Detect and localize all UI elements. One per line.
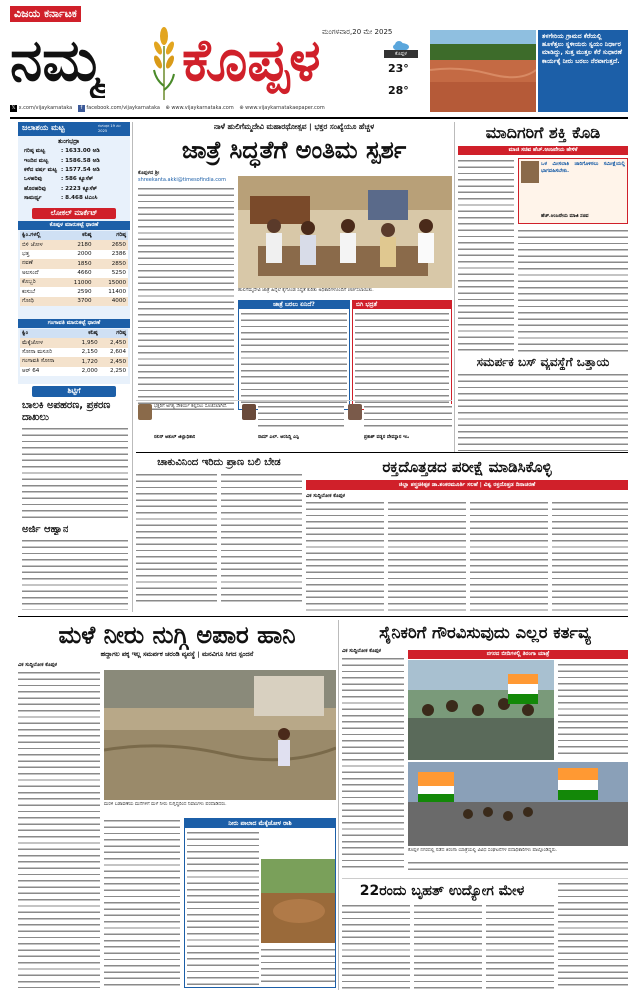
market-table [20, 231, 128, 306]
water-row [22, 147, 102, 156]
market-item: ಆರ್ 64 [22, 367, 40, 374]
facebook-icon: f [78, 105, 85, 112]
right-top-col1 [458, 158, 514, 352]
person-avatar [138, 404, 152, 420]
water-value: : 1633.00 ಅಡಿ [60, 148, 100, 155]
rain-story-photo-caption: ಮರಳಿ ಬಡಾವಣೆಯ ಮನೆಗಳಿಗೆ ಮಳೆ ನೀರು ನುಗ್ಗಿದ್ದರಿಂದ ನಿವಾಸಿಗಳು ಪರದಾಡಿದರು. [104, 802, 227, 807]
market-subtitle-text: ಕೊಪ್ಪಳ ಮಾರುಕಟ್ಟೆ ಧಾರಣೆ [49, 222, 99, 228]
column-rule-2 [454, 122, 455, 452]
quote-1 [138, 404, 238, 444]
social-fb-link[interactable]: facebook.com/vijaykarnataka [86, 105, 160, 111]
market-max: 2,450 [109, 358, 126, 365]
rain-box-body-2 [261, 947, 335, 985]
market-subtitle [18, 221, 130, 230]
market-max: 11400 [108, 289, 126, 296]
top-story-headline: ಜಾತ್ರೆ ಸಿದ್ಧತೆಗೆ ಅಂತಿಮ ಸ್ಪರ್ಶ [181, 136, 407, 164]
promo-text: ತಳಗೇರಿಯ ಗ್ರಾಮದ ಕೆರೆಯಲ್ಲಿ ಹೂಳೆತ್ತಲು ಸ್ಥಳೀಯರು ಸ್ವಯಂ ನಿರ್ಧಾರ ಮಾಡಿದ್ದು, ಸುತ್ತ ಮುತ್ತಲ ಕೆರೆ ಸುಧಾರಣೆ ಕಾರ್ಯಕ್ಕೆ ನೀರು ಬರಲು ನೆರವಾಗುತ್ತದೆ. [542, 33, 622, 65]
rain-story-byline: ವಿಕ ಸುದ್ದಿಲೋಕ ಕೊಪ್ಪಳ [18, 662, 58, 668]
market-item: ಕುಸುಬೆ [22, 288, 36, 295]
lower-rule [18, 616, 628, 617]
left-story2-body [22, 538, 128, 610]
mid-rule [136, 452, 628, 453]
army-story-col1 [342, 656, 404, 870]
market-col-min: ಕನಿಷ್ಠ [82, 232, 92, 239]
right-top-headline: ಮಾದಿಗರಿಗೆ ಶಕ್ತಿ ಕೊಡಿ [485, 123, 601, 142]
market-max: 2386 [111, 251, 126, 258]
market-col-max: ಗರಿಷ್ಠ [116, 232, 126, 239]
rain-box-photo [261, 859, 335, 943]
water-value: : 1577.54 ಅಡಿ [60, 166, 100, 173]
market-subtitle-2 [18, 319, 130, 328]
edition-title-part1: ನಮ್ಮ [10, 26, 106, 94]
right-top-photo [518, 158, 628, 224]
market-min: 2590 [77, 289, 92, 296]
army-story-headline: ಸೈನಿಕರಿಗೆ ಗೌರವಿಸುವುದು ಎಲ್ಲರ ಕರ್ತವ್ಯ [379, 623, 591, 642]
job-story-col1 [342, 903, 410, 989]
left-story2-headline: ಅರ್ಜಿ ಆಹ್ವಾನ [22, 524, 69, 535]
box-what-title: ಜಾತ್ರೆ ಬರಲು ಏನಿದೆ? [239, 301, 349, 309]
market-title [32, 208, 116, 219]
left-tag-text: ಶಿಟ್ಟಿಗೆ [67, 387, 81, 395]
market-min: 4660 [77, 270, 92, 277]
market-min: 2180 [77, 242, 92, 249]
army-story-photo-2 [408, 762, 628, 846]
market-row [20, 367, 128, 376]
bus-story [458, 354, 628, 452]
rain-story-headline: ಮಳೆ ನೀರು ನುಗ್ಗಿ ಅಪಾರ ಹಾನಿ [58, 621, 296, 649]
water-row [22, 175, 102, 184]
market-row [20, 287, 128, 296]
blood-story-headline: ರಕ್ತದೊತ್ತಡದ ಪರೀಕ್ಷೆ ಮಾಡಿಸಿಕೊಳ್ಳಿ [382, 458, 552, 476]
box-security-title: ಬಿಗಿ ಭದ್ರತೆ [353, 301, 451, 309]
column-rule-1 [132, 122, 133, 612]
mid-story-body-2 [221, 472, 302, 606]
epaper-link[interactable]: www.vijaykarnatakaepaper.com [245, 105, 325, 111]
publisher-logo [10, 6, 81, 22]
weather-box [384, 36, 418, 110]
left-story1-body [22, 426, 128, 520]
water-row [22, 156, 102, 165]
water-label: ಇಂದಿನ ಮಟ್ಟ [24, 157, 49, 164]
masthead-rule [10, 117, 628, 119]
army-story-photo [408, 660, 554, 760]
left-sidebar [18, 122, 130, 384]
issue-date: ಮಂಗಳವಾರ,20 ಮೇ 2025 [322, 28, 393, 36]
market-min: 1850 [77, 260, 92, 267]
byline-email[interactable]: shreekanta.akki@timesofindia.com [138, 177, 226, 183]
quote-3-by: ಪ್ರಕಾಶ್ ವಡ್ಡರ ದೇವಸ್ಥಾನ ಇಒ [364, 435, 410, 440]
market-col-item: ಕ್ವಿಂ [22, 330, 29, 337]
water-label: ಹೊರಹರಿವು [24, 185, 47, 192]
water-label: ಗರಿಷ್ಠ ಮಟ್ಟ [24, 148, 46, 155]
right-top-quote: ಒಳ ಮೀಸಲಾತಿ ಜಾರಿಗೊಳಿಸಲು ಸಮೀಕ್ಷೆಯಲ್ಲಿ ಭಾಗವಹಿಸಬೇಕು. [541, 161, 625, 174]
top-story-byline [138, 170, 234, 184]
market-max: 2850 [111, 260, 126, 267]
box-what [238, 300, 350, 410]
market-max: 5250 [111, 270, 126, 277]
mid-story-body-1 [136, 472, 217, 606]
social-x-link[interactable]: x.com/vijaykarnataka [18, 105, 73, 111]
globe-icon: ⊕ [165, 105, 170, 111]
blood-story-col2 [388, 500, 466, 612]
promo-photo [430, 30, 536, 112]
market-row [20, 278, 128, 287]
market-row [20, 357, 128, 366]
market-item: ನವಣೆ [22, 260, 33, 267]
left-tag [32, 386, 116, 397]
dam-name: ತುಂಗಭದ್ರಾ [58, 138, 80, 145]
quote-2-by: ರಾಮ್ ಎಲ್. ಅರಸಿದ್ದಿ ಎಸ್ಪಿ [258, 435, 299, 440]
market-min: 11000 [73, 279, 92, 286]
market-col-min: ಕನಿಷ್ಠ [88, 330, 98, 337]
water-title-bar [18, 122, 130, 136]
market-row [20, 348, 128, 357]
edition-title-part2: ಕೊಪ್ಪಳ [182, 26, 321, 94]
top-story [136, 122, 452, 412]
person-avatar [242, 404, 256, 420]
market-max: 2650 [111, 242, 126, 249]
market-item: ಭತ್ತ [22, 250, 30, 257]
quote-1-by: ನಲಿನ್ ಅತುಲ್ ಜಿಲ್ಲಾಧಿಕಾರಿ [154, 435, 196, 440]
blood-story-byline: ವಿಕ ಸುದ್ದಿಲೋಕ ಕೊಪ್ಪಳ [306, 493, 346, 499]
right-top-subhead: ಮಾಜಿ ಸಚಿವ ಹೆಚ್.ಆಂಜನೇಯ ಹೇಳಿಕೆ [458, 146, 628, 155]
water-value: : 8.468 ಟಿಎಂಸಿ [60, 195, 98, 202]
job-story-col3 [486, 903, 554, 989]
army-story-col2 [408, 860, 628, 874]
masthead [0, 0, 634, 118]
market-item: ಗಂಗಾವತಿ ಸೋನಾ [22, 358, 55, 365]
market-max: 2,250 [109, 368, 126, 375]
market-min: 2,000 [81, 368, 98, 375]
market-row [20, 338, 128, 347]
market-title-text: ಲೋಕಲ್ ಮಾರ್ಕೆಟ್ [50, 209, 98, 217]
quote-2-text [258, 404, 344, 428]
left-stories [18, 386, 130, 612]
quote-2 [242, 404, 344, 444]
blood-story-col1 [306, 500, 384, 612]
rain-box-title: ನೀರು ಪಾಲಾದ ಮೆಕ್ಕೆಜೋಳ ರಾಶಿ [185, 819, 335, 828]
market-col-max: ಗರಿಷ್ಠ [116, 330, 126, 337]
byline-name: ಕೊಪ್ಪಳದ ಶ್ರೀ [138, 170, 160, 176]
quote-strip [136, 400, 452, 446]
market-table-2 [20, 329, 128, 376]
social-strip [10, 105, 420, 115]
right-top-quote-by: ಹೆಚ್.ಆಂಜನೇಯ ಮಾಜಿ ಸಚಿವ [541, 214, 589, 219]
market-row [20, 259, 128, 268]
weather-city: ಕೊಪ್ಪಳ [384, 50, 418, 58]
right-top-col2 [518, 228, 628, 352]
rain-story-subhead: ಹದ್ದಾಗಲ ಪಕ್ಕ ಇಲ್ಲ ಸಮರ್ಪಕ ಚರಂಡಿ ವ್ಯವಸ್ಥೆ | ಮನವಿಗೂ ಸಿಗದ ಸ್ಪಂದನೆ [100, 650, 254, 658]
market-item: ಸೋನಾ ಮಸೂರಿ [22, 348, 53, 355]
top-story-col1 [138, 186, 234, 410]
top-story-photo-caption: ಹುಲಿಗೆಮ್ಮದೇವಿ ಜಾತ್ರೆ ಹಿನ್ನೆಲೆ ಕೈಗೊಂಡ ಸಿದ್ಧತೆ ಕುರಿತು ಅಧಿಕಾರಿಗಳೊಂದಿಗೆ ಚರ್ಚಿಸಲಾಯಿತು. [238, 288, 374, 293]
quote-1-text: ಭಕ್ತರಿಗೆ ಅಗತ್ಯ ಸೌಕರ್ಯ ಕಲ್ಪಿಸಲು ಸೂಚಿಸಲಾಗಿದೆ. [154, 404, 228, 409]
market-item: ಕೊಬ್ಬರಿ [22, 279, 36, 286]
market-subtitle-2-text: ಗಂಗಾವತಿ ಮಾರುಕಟ್ಟೆ ಧಾರಣೆ [47, 320, 101, 326]
job-story-col4 [558, 881, 628, 989]
top-story-kicker: ನಾಳೆ ಹುಲಿಗೆಮ್ಮದೇವಿ ಮಹಾರಥೋತ್ಸವ | ಭಕ್ತರ ಸಂಖ್ಯೆಯೂ ಹೆಚ್ಚಳ [213, 122, 375, 131]
army-photo-bar: ನಗರದ ಬೀದಿಗಳಲ್ಲಿ ತಿರಂಗಾ ಯಾತ್ರೆ [408, 650, 628, 659]
quote-3-text [364, 404, 452, 428]
grain-icon [152, 26, 176, 100]
water-value: : 2223 ಕ್ಯೂಸೆಕ್ [60, 185, 98, 192]
water-table [22, 147, 128, 203]
water-label: ಒಳಹರಿವು [24, 176, 43, 183]
water-label: ಕಳೆದ ವರ್ಷ ಮಟ್ಟ [24, 166, 57, 173]
water-value: : 586 ಕ್ಯೂಸೆಕ್ [60, 176, 94, 183]
person-avatar [521, 161, 539, 183]
market-max: 4000 [111, 298, 126, 305]
blood-story-col3 [470, 500, 548, 612]
temp-low: 28° [388, 84, 409, 97]
job-story-headline: 22ರಂದು ಬೃಹತ್ ಉದ್ಯೋಗ ಮೇಳ [359, 883, 525, 899]
rain-box [184, 818, 336, 988]
cloud-icon [392, 36, 410, 46]
rain-story-col1 [18, 670, 100, 988]
bus-story-body [458, 372, 628, 452]
market-header [20, 231, 128, 240]
water-title: ಜಲಾಶಯ ಮಟ್ಟ [22, 123, 65, 132]
army-story [342, 620, 628, 874]
water-row [22, 194, 102, 203]
water-row [22, 185, 102, 194]
market-min: 2000 [77, 251, 92, 258]
market-item: ಗೋಧಿ [22, 297, 35, 304]
market-max: 2,450 [109, 340, 126, 347]
column-rule-3 [338, 620, 339, 990]
market-item: ಅಲಸಂದೆ [22, 269, 39, 276]
market-col-item: ಕ್ವಿಂ.ಗಳಲ್ಲಿ [22, 232, 41, 239]
water-label: ಸಾಮರ್ಥ್ಯ [24, 195, 42, 202]
market-row [20, 250, 128, 259]
market-min: 1,720 [81, 358, 98, 365]
left-story1-headline: ಬಾಲಕಿ ಅಪಹರಣ, ಪ್ರಕರಣ ದಾಖಲು [22, 400, 111, 423]
box-security [352, 300, 452, 410]
publisher-name: ವಿಜಯ ಕರ್ನಾಟಕ [14, 7, 77, 20]
water-subtitle: ಕೆಂಗೆಂಥರ 19 ಮೇ 2025 [98, 124, 121, 133]
market-min: 1,950 [81, 340, 98, 347]
market-header [20, 329, 128, 338]
website-link[interactable]: www.vijaykarnataka.com [171, 105, 234, 111]
market-min: 2,150 [81, 349, 98, 356]
blood-story-col4 [552, 500, 628, 612]
rain-box-body [187, 830, 259, 986]
market-row [20, 297, 128, 306]
box-what-body [241, 311, 347, 407]
temp-high: 23° [388, 62, 409, 75]
rain-story-col2 [104, 818, 180, 988]
blood-story-subhead: ಜಿಲ್ಲಾ ಶಸ್ತ್ರಚಿಕಿತ್ಸಕ ಡಾ.ಶಂಕರಮೂರ್ತಿ ಸಲಹೆ | ವಿಶ್ವ ರಕ್ತದೊತ್ತಡ ದಿನಾಚರಣೆ [306, 480, 628, 490]
market-row [20, 269, 128, 278]
market-row [20, 240, 128, 249]
mid-story [136, 456, 302, 606]
job-story [342, 878, 628, 990]
market-max: 15000 [108, 279, 126, 286]
water-row [22, 166, 102, 175]
market-item: ಬಿಳಿ ಜೋಳ [22, 241, 43, 248]
bus-story-headline: ಸಮರ್ಪಕ ಬಸ್ ವ್ಯವಸ್ಥೆಗೆ ಒತ್ತಾಯ [476, 355, 610, 369]
water-value: : 1586.58 ಅಡಿ [60, 157, 100, 164]
market-min: 3700 [77, 298, 92, 305]
promo-text-box [538, 30, 628, 112]
army-story-side [558, 662, 628, 758]
job-story-col2 [414, 903, 482, 989]
army-story-byline: ವಿಕ ಸುದ್ದಿಲೋಕ ಕೊಪ್ಪಳ [342, 648, 382, 654]
person-avatar [348, 404, 362, 420]
box-security-body [355, 311, 449, 407]
market-max: 2,604 [109, 349, 126, 356]
blood-story [306, 456, 628, 616]
rain-story [18, 620, 336, 990]
color-bar [250, 986, 310, 992]
top-story-photo [238, 176, 452, 288]
globe-icon: ⊕ [239, 105, 244, 111]
x-icon: 𝕏 [11, 105, 16, 111]
army-story-caption: ಕೊಪ್ಪಳ ನಗರದಲ್ಲಿ ನಡೆದ ತಿರಂಗಾ ಯಾತ್ರೆಯಲ್ಲಿ ವಿವಿಧ ಸಂಘಟನೆಗಳ ಪದಾಧಿಕಾರಿಗಳು ಪಾಲ್ಗೊಂಡಿದ್ದರು. [408, 848, 558, 853]
mid-story-headline: ಚಾಕುವಿನಿಂದ ಇರಿದು ಪ್ರಾಣ ಬಲಿ ಬೇಡ [157, 457, 281, 468]
rain-story-photo [104, 670, 336, 800]
quote-3 [348, 404, 452, 444]
market-item: ಮೆಕ್ಕೆಜೋಳ [22, 339, 44, 346]
right-top-story [458, 122, 628, 352]
